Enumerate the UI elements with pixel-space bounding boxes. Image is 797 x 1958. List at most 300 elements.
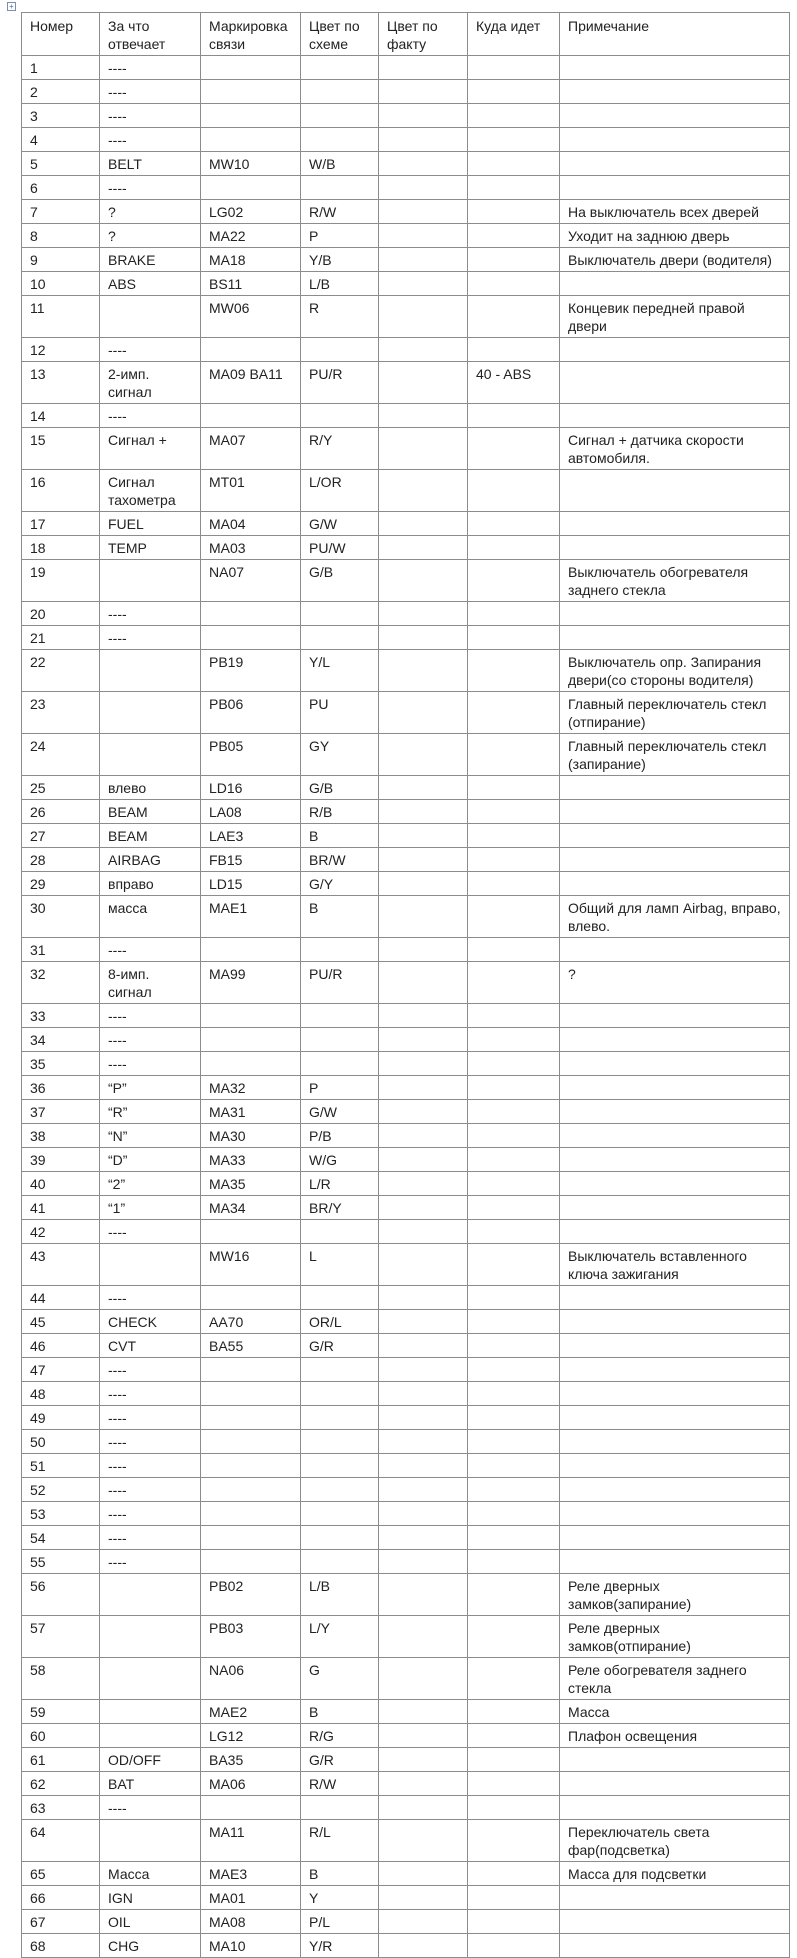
cell-function: BEAM [100,800,201,824]
cell-note [560,512,790,536]
cell-function: 8-имп. сигнал [100,962,201,1004]
table-row [22,800,790,824]
cell-scheme-color [301,1526,379,1550]
cell-number: 60 [22,1724,100,1748]
cell-marking [201,104,301,128]
cell-number: 41 [22,1196,100,1220]
table-row [22,1406,790,1430]
cell-actual-color [379,1382,468,1406]
cell-destination [468,1910,560,1934]
cell-note: Масса для подсветки [560,1862,790,1886]
cell-number: 25 [22,776,100,800]
cell-note [560,1772,790,1796]
table-row [22,734,790,776]
table-row [22,848,790,872]
cell-destination [468,938,560,962]
cell-marking [201,1526,301,1550]
table-row [22,626,790,650]
cell-destination [468,800,560,824]
cell-destination [468,272,560,296]
cell-number: 51 [22,1454,100,1478]
table-row [22,896,790,938]
cell-function: AIRBAG [100,848,201,872]
cell-actual-color [379,1748,468,1772]
cell-scheme-color [301,1430,379,1454]
cell-function [100,734,201,776]
table-row [22,104,790,128]
cell-marking [201,338,301,362]
cell-destination [468,650,560,692]
cell-function: CVT [100,1334,201,1358]
cell-actual-color [379,1862,468,1886]
cell-destination [468,1526,560,1550]
cell-marking: MT01 [201,470,301,512]
cell-function [100,1700,201,1724]
cell-destination: 40 - ABS [468,362,560,404]
cell-number: 49 [22,1406,100,1430]
cell-number: 58 [22,1658,100,1700]
cell-note [560,470,790,512]
cell-destination [468,1172,560,1196]
cell-scheme-color: L/OR [301,470,379,512]
table-row [22,338,790,362]
cell-scheme-color: PU/R [301,962,379,1004]
table-row [22,1334,790,1358]
cell-marking: AA70 [201,1310,301,1334]
cell-marking: MA30 [201,1124,301,1148]
table-row [22,1526,790,1550]
cell-destination [468,176,560,200]
cell-destination [468,1574,560,1616]
cell-number: 11 [22,296,100,338]
cell-number: 30 [22,896,100,938]
table-row [22,56,790,80]
cell-note [560,1550,790,1574]
cell-note [560,824,790,848]
cell-scheme-color: BR/W [301,848,379,872]
cell-marking: BS11 [201,272,301,296]
table-body [22,56,790,1958]
cell-marking: MA34 [201,1196,301,1220]
cell-actual-color [379,536,468,560]
cell-destination [468,1052,560,1076]
cell-destination [468,1028,560,1052]
cell-actual-color [379,1478,468,1502]
cell-number: 40 [22,1172,100,1196]
table-row [22,1550,790,1574]
cell-actual-color [379,1358,468,1382]
cell-actual-color [379,1430,468,1454]
cell-actual-color [379,176,468,200]
cell-scheme-color: R/W [301,200,379,224]
cell-actual-color [379,962,468,1004]
cell-actual-color [379,1616,468,1658]
cell-function: TEMP [100,536,201,560]
cell-scheme-color [301,602,379,626]
cell-number: 6 [22,176,100,200]
cell-destination [468,692,560,734]
cell-number: 27 [22,824,100,848]
cell-scheme-color [301,1028,379,1052]
cell-scheme-color [301,338,379,362]
cell-destination [468,1700,560,1724]
cell-function [100,1820,201,1862]
cell-note [560,626,790,650]
cell-note [560,1934,790,1958]
cell-destination [468,962,560,1004]
table-row [22,152,790,176]
cell-scheme-color: R/Y [301,428,379,470]
cell-note [560,800,790,824]
table-row [22,80,790,104]
cell-marking: MA18 [201,248,301,272]
cell-note [560,1748,790,1772]
cell-scheme-color [301,1052,379,1076]
cell-actual-color [379,1334,468,1358]
cell-number: 55 [22,1550,100,1574]
cell-function: ---- [100,1478,201,1502]
cell-marking: BA35 [201,1748,301,1772]
cell-function: ---- [100,176,201,200]
cell-function: ? [100,200,201,224]
cell-actual-color [379,1796,468,1820]
cell-function: “2” [100,1172,201,1196]
cell-destination [468,896,560,938]
cell-destination [468,536,560,560]
cell-scheme-color: GY [301,734,379,776]
cell-note [560,1454,790,1478]
cell-scheme-color: G/B [301,560,379,602]
cell-destination [468,1772,560,1796]
cell-number: 46 [22,1334,100,1358]
cell-function [100,1244,201,1286]
table-row [22,536,790,560]
cell-marking [201,1358,301,1382]
cell-function: ---- [100,1454,201,1478]
cell-note [560,848,790,872]
cell-actual-color [379,1502,468,1526]
cell-note: Уходит на заднюю дверь [560,224,790,248]
cell-scheme-color [301,404,379,428]
cell-actual-color [379,152,468,176]
cell-destination [468,428,560,470]
cell-function: ---- [100,938,201,962]
cell-number: 56 [22,1574,100,1616]
table-row [22,1244,790,1286]
cell-note [560,176,790,200]
table-move-handle-icon[interactable]: + [7,2,16,11]
cell-note [560,1004,790,1028]
cell-scheme-color: B [301,1862,379,1886]
cell-note [560,1478,790,1502]
cell-marking: FB15 [201,848,301,872]
cell-function [100,560,201,602]
cell-destination [468,1886,560,1910]
cell-number: 64 [22,1820,100,1862]
cell-number: 1 [22,56,100,80]
cell-function: OD/OFF [100,1748,201,1772]
cell-note [560,1100,790,1124]
cell-actual-color [379,1820,468,1862]
cell-scheme-color [301,1220,379,1244]
cell-number: 65 [22,1862,100,1886]
cell-marking: PB02 [201,1574,301,1616]
cell-marking [201,56,301,80]
cell-marking: MA04 [201,512,301,536]
cell-marking: MA07 [201,428,301,470]
table-row [22,1886,790,1910]
cell-scheme-color [301,626,379,650]
cell-scheme-color: G/W [301,512,379,536]
header-function: За что отвечает [100,13,201,56]
cell-actual-color [379,404,468,428]
cell-destination [468,1406,560,1430]
cell-scheme-color: Y/R [301,1934,379,1958]
cell-number: 59 [22,1700,100,1724]
cell-scheme-color [301,56,379,80]
table-row [22,1574,790,1616]
cell-destination [468,1196,560,1220]
table-row [22,1748,790,1772]
table-row [22,1004,790,1028]
table-row [22,248,790,272]
cell-scheme-color: BR/Y [301,1196,379,1220]
cell-marking: LD16 [201,776,301,800]
cell-note [560,1124,790,1148]
cell-actual-color [379,872,468,896]
table-row [22,296,790,338]
cell-scheme-color: R/L [301,1820,379,1862]
table-row [22,1148,790,1172]
cell-function: ABS [100,272,201,296]
cell-destination [468,872,560,896]
cell-marking: MA06 [201,1772,301,1796]
cell-destination [468,248,560,272]
cell-scheme-color [301,1478,379,1502]
cell-number: 45 [22,1310,100,1334]
cell-function: ---- [100,602,201,626]
cell-scheme-color: R/W [301,1772,379,1796]
table-row [22,1028,790,1052]
cell-destination [468,824,560,848]
cell-destination [468,296,560,338]
cell-actual-color [379,650,468,692]
cell-scheme-color: R [301,296,379,338]
cell-number: 17 [22,512,100,536]
wiring-pinout-table [21,12,790,1958]
cell-number: 50 [22,1430,100,1454]
cell-function: IGN [100,1886,201,1910]
cell-destination [468,200,560,224]
cell-destination [468,1286,560,1310]
cell-function: ---- [100,1526,201,1550]
cell-note: На выключатель всех дверей [560,200,790,224]
cell-note: Масса [560,1700,790,1724]
cell-scheme-color [301,1382,379,1406]
cell-destination [468,1658,560,1700]
cell-destination [468,338,560,362]
cell-actual-color [379,1886,468,1910]
cell-destination [468,1334,560,1358]
cell-destination [468,1076,560,1100]
cell-marking: PB03 [201,1616,301,1658]
cell-function: BRAKE [100,248,201,272]
cell-function [100,1574,201,1616]
cell-note [560,602,790,626]
cell-marking [201,1430,301,1454]
cell-actual-color [379,1454,468,1478]
cell-actual-color [379,362,468,404]
cell-marking [201,1286,301,1310]
cell-function [100,1724,201,1748]
cell-note: Главный переключатель стекл (отпирание) [560,692,790,734]
cell-destination [468,1862,560,1886]
cell-actual-color [379,80,468,104]
cell-scheme-color: Y/B [301,248,379,272]
cell-function: ---- [100,80,201,104]
cell-number: 53 [22,1502,100,1526]
cell-note [560,1796,790,1820]
cell-number: 5 [22,152,100,176]
cell-function: ---- [100,1220,201,1244]
cell-actual-color [379,1934,468,1958]
cell-destination [468,734,560,776]
table-row [22,1910,790,1934]
cell-number: 32 [22,962,100,1004]
cell-note [560,1502,790,1526]
cell-function: “R” [100,1100,201,1124]
table-row [22,1772,790,1796]
cell-note: Главный переключатель стекл (запирание) [560,734,790,776]
cell-actual-color [379,1004,468,1028]
cell-scheme-color: OR/L [301,1310,379,1334]
cell-scheme-color [301,1502,379,1526]
table-header-row [22,13,790,56]
cell-scheme-color: L/B [301,1574,379,1616]
cell-number: 35 [22,1052,100,1076]
cell-note: Реле дверных замков(запирание) [560,1574,790,1616]
cell-actual-color [379,512,468,536]
table-row [22,128,790,152]
cell-scheme-color: G/B [301,776,379,800]
table-row [22,1196,790,1220]
cell-function: ---- [100,338,201,362]
cell-note [560,1148,790,1172]
cell-destination [468,1244,560,1286]
cell-note [560,536,790,560]
cell-marking [201,1454,301,1478]
cell-number: 16 [22,470,100,512]
cell-destination [468,512,560,536]
cell-number: 4 [22,128,100,152]
cell-actual-color [379,560,468,602]
cell-scheme-color: G [301,1658,379,1700]
cell-actual-color [379,1244,468,1286]
cell-scheme-color: R/B [301,800,379,824]
cell-actual-color [379,1550,468,1574]
cell-marking [201,1004,301,1028]
cell-function: ---- [100,104,201,128]
cell-note [560,1172,790,1196]
table-row [22,428,790,470]
cell-number: 42 [22,1220,100,1244]
cell-marking: MA03 [201,536,301,560]
cell-number: 12 [22,338,100,362]
table-row [22,1052,790,1076]
cell-note [560,1028,790,1052]
cell-note [560,1910,790,1934]
cell-number: 61 [22,1748,100,1772]
cell-scheme-color: P/B [301,1124,379,1148]
cell-scheme-color: W/G [301,1148,379,1172]
cell-scheme-color: B [301,824,379,848]
cell-destination [468,1502,560,1526]
cell-note: Общий для ламп Airbag, вправо, влево. [560,896,790,938]
table-row [22,1358,790,1382]
cell-destination [468,848,560,872]
cell-number: 57 [22,1616,100,1658]
cell-number: 33 [22,1004,100,1028]
cell-destination [468,1100,560,1124]
table-row [22,470,790,512]
cell-note [560,128,790,152]
cell-actual-color [379,200,468,224]
cell-marking: BA55 [201,1334,301,1358]
cell-note [560,80,790,104]
table-row [22,650,790,692]
cell-scheme-color: P [301,224,379,248]
table-row [22,1700,790,1724]
cell-actual-color [379,824,468,848]
cell-marking: PB19 [201,650,301,692]
cell-number: 47 [22,1358,100,1382]
cell-marking: MW10 [201,152,301,176]
cell-number: 19 [22,560,100,602]
cell-scheme-color: P [301,1076,379,1100]
cell-actual-color [379,938,468,962]
cell-actual-color [379,104,468,128]
cell-function: BEAM [100,824,201,848]
cell-destination [468,1616,560,1658]
cell-note [560,1220,790,1244]
cell-marking: NA06 [201,1658,301,1700]
cell-scheme-color: PU/W [301,536,379,560]
cell-actual-color [379,1100,468,1124]
cell-note: Выключатель вставленного ключа зажигания [560,1244,790,1286]
cell-scheme-color: B [301,896,379,938]
cell-scheme-color: R/G [301,1724,379,1748]
cell-function: “1” [100,1196,201,1220]
cell-marking: MA10 [201,1934,301,1958]
cell-function: ---- [100,1004,201,1028]
table-row [22,176,790,200]
cell-destination [468,1478,560,1502]
cell-scheme-color [301,1004,379,1028]
cell-destination [468,128,560,152]
table-row [22,1220,790,1244]
cell-number: 2 [22,80,100,104]
cell-marking: MW16 [201,1244,301,1286]
cell-function: влево [100,776,201,800]
cell-actual-color [379,296,468,338]
cell-number: 48 [22,1382,100,1406]
cell-function: “D” [100,1148,201,1172]
cell-function: OIL [100,1910,201,1934]
cell-number: 7 [22,200,100,224]
table-row [22,602,790,626]
cell-marking [201,80,301,104]
cell-number: 24 [22,734,100,776]
